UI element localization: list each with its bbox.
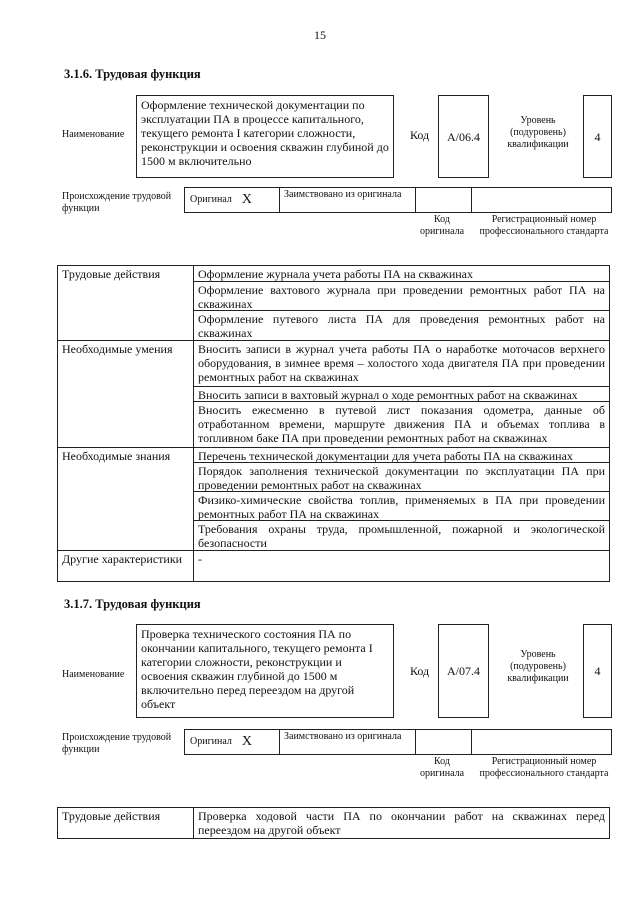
level-label-317: Уровень (подуровень) квалификации — [507, 649, 569, 684]
reg-number-caption-317: Регистрационный номер профессионального стандарта — [479, 756, 609, 779]
reg-number-cell-317 — [471, 730, 611, 754]
knowledge-item: Перечень технической документации для учета работы ПА на скважинах — [194, 447, 609, 462]
labor-action-item-317: Проверка ходовой части ПА по окончании работ на скважинах перед переездом на другой объект — [198, 809, 605, 837]
knowledge-item: Порядок заполнения технической документации по эксплуатации ПА при проведении ремонтных работ на скважинах — [194, 462, 609, 491]
original-cell-316 — [185, 188, 279, 212]
knowledge-label: Необходимые знания — [58, 447, 193, 550]
original-code-caption-316: Код оригинала — [419, 214, 465, 237]
skill-item: Вносить записи в вахтовый журнал о ходе ремонтных работ на скважинах — [194, 386, 609, 401]
knowledge-item: Требования охраны труда, промышленной, пожарной и экологической безопасности — [194, 520, 609, 550]
labels-column — [58, 266, 194, 581]
name-label-316: Наименование — [62, 129, 125, 140]
page-number: 15 — [314, 28, 326, 42]
name-label-317: Наименование — [62, 669, 125, 680]
level-value-317: 4 — [594, 664, 601, 678]
labor-actions-label: Трудовые действия — [62, 267, 161, 281]
borrowed-label-316: Заимствовано из оригинала — [284, 189, 402, 200]
code-value-316: А/06.4 — [447, 129, 480, 144]
borrowed-label-317: Заимствовано из оригинала — [284, 731, 402, 742]
origin-label-316: Происхождение трудовой функции — [62, 191, 172, 214]
origin-label-317: Происхождение трудовой функции — [62, 732, 172, 755]
labor-action-item: Оформление вахтового журнала при проведении ремонтных работ ПА на скважинах — [194, 281, 609, 310]
level-label-316: Уровень (подуровень) квалификации — [507, 115, 569, 150]
reg-number-cell-316 — [471, 188, 611, 212]
content-column — [194, 266, 609, 581]
reg-number-caption-316: Регистрационный номер профессионального стандарта — [479, 214, 609, 237]
code-label-316: Код — [410, 128, 430, 142]
code-label-317: Код — [410, 664, 430, 678]
function-name-317: Проверка технического состояния ПА по окончании капитального, текущего ремонта I категории сложности, реконструкции и освоения скважин глубиной до 1500 м включительно перед переездом на другой объект — [141, 627, 373, 711]
code-box-317 — [438, 624, 489, 718]
original-label-317: Оригинал — [190, 736, 232, 747]
code-value-317: А/07.4 — [447, 664, 480, 678]
original-label-316: Оригинал — [190, 194, 232, 205]
original-code-cell-317 — [415, 730, 471, 754]
labor-function-table-316 — [57, 265, 610, 582]
skill-item: Вносить записи в журнал учета работы ПА о наработке моточасов верхнего оборудования, в зимнее время – холостого хода двигателя ПА при проведении ремонтных работ на скважинах — [194, 340, 609, 386]
function-name-box-317 — [136, 624, 394, 718]
knowledge-item: Физико-химические свойства топлив, применяемых в ПА при проведении ремонтных работ ПА на скважинах — [194, 491, 609, 520]
level-box-317 — [583, 624, 612, 718]
level-value-316: 4 — [594, 129, 601, 144]
original-mark-316: X — [241, 192, 253, 207]
original-mark-317: X — [241, 734, 253, 749]
function-name-box-316 — [136, 95, 394, 178]
level-box-316 — [583, 95, 612, 178]
origin-row-317 — [184, 729, 612, 755]
skill-item: Вносить ежесменно в путевой лист показания одометра, данные об отработанном времени, маршруте движения ПА и объемах топлива в топливном баке ПА при проведении ремонтных работ на скважинах — [194, 401, 609, 447]
section-heading-317: 3.1.7. Трудовая функция — [64, 597, 201, 611]
labor-action-item: Оформление журнала учета работы ПА на скважинах — [198, 267, 473, 281]
other-value: - — [194, 550, 609, 581]
original-code-caption-317: Код оригинала — [419, 756, 465, 779]
labor-actions-label-317: Трудовые действия — [58, 808, 194, 838]
labor-action-item: Оформление путевого листа ПА для проведения ремонтных работ на скважинах — [194, 310, 609, 340]
origin-row-316 — [184, 187, 612, 213]
skills-label: Необходимые умения — [58, 340, 193, 447]
original-code-cell-316 — [415, 188, 471, 212]
function-name-316: Оформление технической документации по эксплуатации ПА в процессе капитального, текущего ремонта I категории сложности, реконструкции и освоения скважин глубиной до 1500 м включительно — [141, 98, 389, 168]
other-label: Другие характеристики — [58, 550, 193, 581]
section-heading-316: 3.1.6. Трудовая функция — [64, 67, 201, 81]
borrowed-cell-317 — [279, 730, 415, 754]
borrowed-cell-316 — [279, 188, 415, 212]
labor-function-table-317 — [57, 807, 610, 839]
code-box-316 — [438, 95, 489, 178]
original-cell-317 — [185, 730, 279, 754]
